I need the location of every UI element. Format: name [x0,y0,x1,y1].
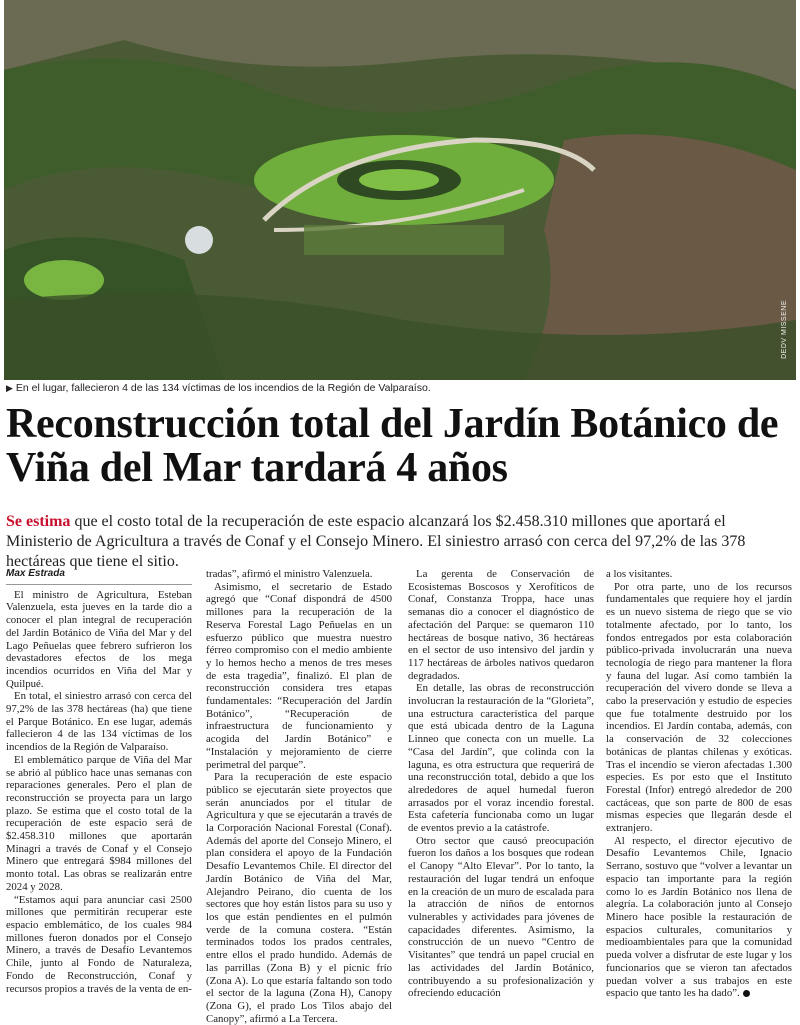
column-4 [606,568,792,1000]
paragraph: Por otra parte, uno de los recursos fundamentales que requiere hoy el jardín es un nuevo sistema de riego que se vio totalmente afectado, por lo tanto, los fondos entregados por esta colaboración público-privada involucrarán una nueva tecnología de riego para mantener la flora y fauna del lugar. Así como también la recuperación del vivero donde se lleva a cabo la preservación y estudio de especies que fue totalmente destruido por los incendios. El Jardín contaba, además, con la conservación de 32 colecciones botánicas de plantas chilenas y exóticas. Tras el incendio se vieron afectadas 1.300 especies. Es por esto que el Instituto Forestal (Infor) entregó alrededor de 200 cactáceas, que son parte de 800 de esas mismas especies que llegarán desde el extranjero. [606,580,792,835]
paragraph: En total, el siniestro arrasó con cerca del 97,2% de las 378 hectáreas (ha) que tiene el Parque Botánico. En ese lugar, además fallecieron 4 de las 134 víctimas de los incendios de la Región de Valparaíso. [6,690,192,754]
paragraph: “Estamos aquí para anunciar casi 2500 millones que permitirán recuperar este espacio emblemático, de los cuales 984 millones fueron donados por el Consejo Minero, a través de Desafío Levantemos Chile, junto al Fondo de Naturaleza, Fondo de Reconstrucción, Conaf y recursos propios a través de la venta de en- [6,893,192,995]
paragraph: En detalle, las obras de reconstrucción involucran la restauración de la “Glorieta”, una estructura característica del parque que está ubicada dentro de la Laguna Linneo que conecta con un muelle. La “Casa del Jardín”, que colinda con la laguna, es otra estructura que requerirá de una reconstrucción total, debido a que los alrededores de aquel humedal fueron arrasados por el voraz incendio forestal. Esta cafetería funcionaba como un lugar de eventos previo a la catástrofe. [408,682,594,835]
paragraph: El ministro de Agricultura, Esteban Valenzuela, esta jueves en la tarde dio a conocer el plan integral de recuperación del Jardín Botánico de Viña del Mar y del Lago Peñuelas quee febrero sufrieron los devastadores efectos de los mega incendios ocurridos en Viña del Mar y Quilpué. [6,588,192,690]
photo-credit: DEDV MISSENE [781,300,788,359]
article-body [6,568,794,1025]
byline: Max Estrada [6,568,192,585]
photo-caption [6,382,431,394]
lead-kicker: Se estima [6,513,71,530]
lead-text: que el costo total de la recuperación de este espacio alcanzará los $2.458.310 millones que aportará el Ministerio de Agricultura a través de Conaf y el Consejo Minero. El siniestro arrasó con cerca del 97,2% de las 378 hectáreas que tiene el sitio. [6,513,746,570]
triangle-icon: ▶ [6,383,13,393]
column-1 [6,568,192,995]
caption-text: En el lugar, fallecieron 4 de las 134 víctimas de los incendios de la Región de Valparaíso. [15,382,431,394]
park-illustration [4,0,796,380]
aerial-photo [4,0,796,380]
paragraph: Para la recuperación de este espacio público se ejecutarán siete proyectos que serán anunciados por el titular de Agricultura y que se ejecutarán a través de la Corporación Nacional Forestal (Conaf). Además del aporte del Consejo Minero, el plan considera el apoyo de la Fundación Desafío Levantemos Chile. El director del Jardín Botánico de Viña del Mar, Alejandro Peirano, dio cuenta de los sectores que hoy están listos para su uso y los que están pendientes en el pulmón verde de la comuna costera. “Están terminados todos los prados centrales, entre ellos el prado hundido. Además de las parrillas (Zona B) y el picnic frío (Zona A). Lo que estaría faltando son todo el sector de la laguna (Zona H), Canopy (Zona G), el prado Los Tilos abajo del Canopy”, afirmó a La Tercera. [206,771,392,1025]
paragraph: tradas”, afirmó el ministro Valenzuela. [206,568,373,580]
lead-paragraph [6,512,796,572]
paragraph-text: Al respecto, el director ejecutivo de Desafío Levantemos Chile, Ignacio Serrano, sostuvo que “volver a levantar un espacio tan importante para la región como lo es Jardín Botánico nos llena de alegría. La colaboración junto al Consejo Minero hace posible la restauración de espacios culturales, comunitarios y medioambientales para que la comunidad pueda volver a disfrutar de este lugar y los funcionarios que se vieron tan afectados puedan volver a sus trabajos en este espacio que tanto les ha dado”. [606,834,792,1000]
paragraph: El emblemático parque de Viña del Mar se abrió al público hace unas semanas con reparaciones generales. Pero el plan de reconstrucción se proyecta para un largo plazo. Se estima que el costo total de la recuperación de este espacio será de $2.458.310 millones que aportarán Minagri a través de Conaf y el Consejo Minero que entregará $984 millones del monto total. Las obras se realizarán entre 2024 y 2028. [6,753,192,893]
paragraph: Asimismo, el secretario de Estado agregó que “Conaf dispondrá de 4500 millones para la recuperación de la Reserva Forestal Lago Peñuelas en un esfuerzo público que muestra nuestro férreo compromiso con el medio ambiente y lo hemos hecho a menos de tres meses de esta tragedia”, finalizó. El plan de reconstrucción considera tres etapas fundamentales: “Recuperación del Jardín Botánico”, “Recuperación de infraestructura de funcionamiento y acogida del Jardín Botánico” e “Instalación y mejoramiento de cierre perimetral del parque”. [206,580,392,771]
paragraph [606,835,792,1000]
paragraph: a los visitantes. [606,568,673,580]
end-mark-icon [743,990,750,997]
paragraph: La gerenta de Conservación de Ecosistemas Boscosos y Xerofíticos de Conaf, Constanza Troppa, hace unas semanas dio a conocer el diagnóstico de afectación del Parque: se quemaron 110 hectáreas de bosque nativo, 36 hectáreas en el sector de uso intensivo del jardín y 117 hectáreas de árboles nativos quedaron degradados. [408,568,594,682]
column-3 [408,568,594,1000]
paragraph: Otro sector que causó preocupación fueron los daños a los bosques que rodean el Canopy “Alto Elevar”. Por lo tanto, la restauración del lugar tendrá un enfoque en la creación de un muro de escalada para la atracción de niños de entornos vulnerables y actividades para jóvenes de capacidades diferentes. Asimismo, la construcción de un nuevo “Centro de Visitantes” que tendrá un papel crucial en las actividades del Jardín Botánico, contribuyendo a su profesionalización y ofreciendo educación [408,834,594,1000]
headline: Reconstrucción total del Jardín Botánico de Viña del Mar tardará 4 años [6,401,779,491]
column-2 [206,568,392,1025]
